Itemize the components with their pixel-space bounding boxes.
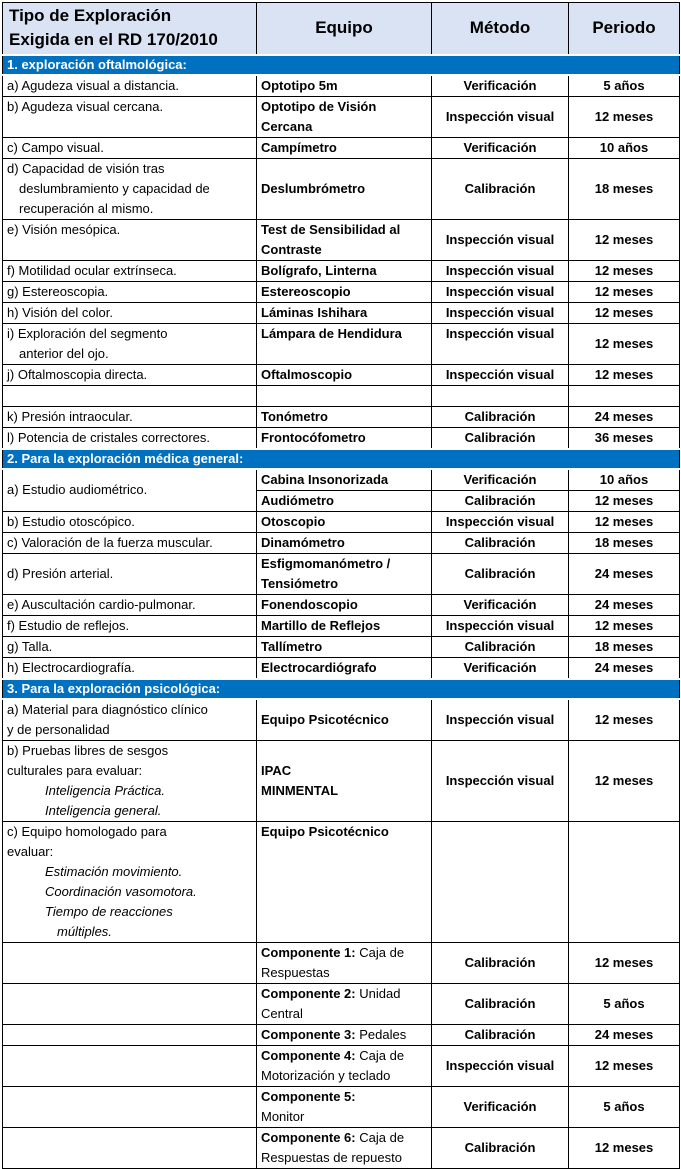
table-row	[3, 96, 680, 137]
table-row	[3, 1127, 680, 1168]
tipo-cell: a) Agudeza visual a distancia.	[3, 75, 257, 97]
empty-cell	[569, 821, 680, 942]
table-row	[3, 281, 680, 302]
periodo-cell: 12 meses	[569, 260, 680, 281]
equipo-cell: Frontocófometro	[257, 427, 432, 449]
tipo-cell: j) Oftalmoscopia directa.	[3, 364, 257, 385]
metodo-cell: Calibración	[432, 553, 569, 594]
tipo-cell: c) Valoración de la fuerza muscular.	[3, 532, 257, 553]
periodo-cell: 5 años	[569, 75, 680, 97]
equipo-cell: Tallímetro	[257, 636, 432, 657]
equipo-cell: Campímetro	[257, 137, 432, 158]
periodo-cell: 12 meses	[569, 740, 680, 821]
metodo-cell: Verificación	[432, 469, 569, 491]
periodo-cell: 24 meses	[569, 406, 680, 427]
equipo-cell: IPAC MINMENTAL	[257, 740, 432, 821]
tipo-cell: h) Electrocardiografía.	[3, 657, 257, 679]
tipo-cell: a) Material para diagnóstico clínico y de personalidad	[3, 699, 257, 741]
section-title: 3. Para la exploración psicológica:	[3, 679, 680, 699]
periodo-cell: 24 meses	[569, 594, 680, 615]
table-header-row	[3, 3, 680, 55]
periodo-cell: 12 meses	[569, 364, 680, 385]
empty-cell	[432, 821, 569, 942]
table-row	[3, 469, 680, 491]
metodo-cell: Inspección visual	[432, 1045, 569, 1086]
table-row	[3, 219, 680, 260]
equipo-cell: Componente 5: Monitor	[257, 1086, 432, 1127]
equipo-cell: Componente 1: Caja de Respuestas	[257, 942, 432, 983]
table-row	[3, 532, 680, 553]
metodo-cell: Inspección visual	[432, 219, 569, 260]
metodo-cell: Verificación	[432, 1086, 569, 1127]
periodo-cell: 24 meses	[569, 553, 680, 594]
periodo-cell: 12 meses	[569, 490, 680, 511]
metodo-cell: Verificación	[432, 594, 569, 615]
metodo-cell: Inspección visual	[432, 260, 569, 281]
tipo-cell: b) Pruebas libres de sesgos culturales para evaluar: Inteligencia Práctica. Inteligencia general.	[3, 740, 257, 821]
periodo-cell: 12 meses	[569, 1045, 680, 1086]
equipo-cell: Estereoscopio	[257, 281, 432, 302]
empty-row	[3, 385, 680, 406]
tipo-cell: d) Presión arterial.	[3, 553, 257, 594]
tipo-cell: f) Estudio de reflejos.	[3, 615, 257, 636]
header-tipo: Tipo de Exploración Exigida en el RD 170/2010	[3, 3, 257, 55]
tipo-cell: a) Estudio audiométrico.	[3, 469, 257, 512]
equipo-cell: Oftalmoscopio	[257, 364, 432, 385]
header-equipo: Equipo	[257, 3, 432, 55]
section-title: 2. Para la exploración médica general:	[3, 449, 680, 469]
periodo-cell: 12 meses	[569, 302, 680, 323]
metodo-cell: Calibración	[432, 427, 569, 449]
metodo-cell: Calibración	[432, 490, 569, 511]
tipo-cell: c) Campo visual.	[3, 137, 257, 158]
table-row	[3, 1024, 680, 1045]
metodo-cell: Inspección visual	[432, 511, 569, 532]
periodo-cell: 18 meses	[569, 636, 680, 657]
equipo-cell: Láminas Ishihara	[257, 302, 432, 323]
metodo-cell: Inspección visual	[432, 96, 569, 137]
empty-cell	[569, 385, 680, 406]
empty-cell	[432, 385, 569, 406]
table-row	[3, 137, 680, 158]
empty-cell	[3, 385, 257, 406]
tipo-cell: h) Visión del color.	[3, 302, 257, 323]
metodo-cell: Inspección visual	[432, 615, 569, 636]
empty-cell	[3, 1024, 257, 1045]
equipo-cell: Optotipo 5m	[257, 75, 432, 97]
periodo-cell: 24 meses	[569, 657, 680, 679]
equipo-cell: Tonómetro	[257, 406, 432, 427]
equipo-cell: Equipo Psicotécnico	[257, 821, 432, 942]
table-row	[3, 942, 680, 983]
metodo-cell: Inspección visual	[432, 699, 569, 741]
table-row	[3, 511, 680, 532]
periodo-cell: 5 años	[569, 983, 680, 1024]
table-row	[3, 821, 680, 942]
tipo-cell: e) Visión mesópica.	[3, 219, 257, 260]
table-row	[3, 302, 680, 323]
table-row	[3, 740, 680, 821]
table-row	[3, 594, 680, 615]
metodo-cell: Inspección visual	[432, 364, 569, 385]
periodo-cell: 10 años	[569, 469, 680, 491]
empty-cell	[3, 1045, 257, 1086]
empty-cell	[3, 1127, 257, 1168]
empty-cell	[257, 385, 432, 406]
equipo-cell: Deslumbrómetro	[257, 158, 432, 219]
equipo-cell: Equipo Psicotécnico	[257, 699, 432, 741]
table-row	[3, 158, 680, 219]
periodo-cell: 12 meses	[569, 219, 680, 260]
metodo-cell: Verificación	[432, 657, 569, 679]
tipo-cell: b) Agudeza visual cercana.	[3, 96, 257, 137]
empty-cell	[3, 983, 257, 1024]
periodo-cell: 12 meses	[569, 1127, 680, 1168]
table-row	[3, 657, 680, 679]
table-row	[3, 983, 680, 1024]
equipo-cell: Esfigmomanómetro / Tensiómetro	[257, 553, 432, 594]
equipo-cell: Componente 4: Caja de Motorización y teclado	[257, 1045, 432, 1086]
tipo-cell: e) Auscultación cardio-pulmonar.	[3, 594, 257, 615]
tipo-cell: i) Exploración del segmento anterior del ojo.	[3, 323, 257, 364]
periodo-cell: 12 meses	[569, 323, 680, 364]
table-row	[3, 75, 680, 97]
equipo-cell: Martillo de Reflejos	[257, 615, 432, 636]
equipo-cell: Optotipo de Visión Cercana	[257, 96, 432, 137]
tipo-cell: k) Presión intraocular.	[3, 406, 257, 427]
table-row	[3, 406, 680, 427]
metodo-cell: Calibración	[432, 532, 569, 553]
periodo-cell: 10 años	[569, 137, 680, 158]
metodo-cell: Inspección visual	[432, 323, 569, 364]
tipo-cell: g) Estereoscopia.	[3, 281, 257, 302]
table-row	[3, 427, 680, 449]
section-row-2	[3, 449, 680, 469]
periodo-cell: 12 meses	[569, 942, 680, 983]
tipo-cell: d) Capacidad de visión tras deslumbramiento y capacidad de recuperación al mismo.	[3, 158, 257, 219]
periodo-cell: 12 meses	[569, 96, 680, 137]
equipo-cell: Electrocardiógrafo	[257, 657, 432, 679]
equipo-cell: Dinamómetro	[257, 532, 432, 553]
metodo-cell: Calibración	[432, 1127, 569, 1168]
periodo-cell: 5 años	[569, 1086, 680, 1127]
equipo-cell: Componente 2: Unidad Central	[257, 983, 432, 1024]
empty-cell	[3, 942, 257, 983]
tipo-cell: g) Talla.	[3, 636, 257, 657]
section-row-3	[3, 679, 680, 699]
metodo-cell: Calibración	[432, 1024, 569, 1045]
periodo-cell: 24 meses	[569, 1024, 680, 1045]
header-metodo: Método	[432, 3, 569, 55]
section-row-1	[3, 55, 680, 75]
equipo-cell: Audiómetro	[257, 490, 432, 511]
periodo-cell: 12 meses	[569, 699, 680, 741]
equipo-cell: Cabina Insonorizada	[257, 469, 432, 491]
table-row	[3, 699, 680, 741]
metodo-cell: Calibración	[432, 636, 569, 657]
empty-cell	[3, 1086, 257, 1127]
table-row	[3, 636, 680, 657]
equipo-cell: Bolígrafo, Linterna	[257, 260, 432, 281]
table-row	[3, 260, 680, 281]
metodo-cell: Inspección visual	[432, 281, 569, 302]
metodo-cell: Calibración	[432, 983, 569, 1024]
table-row	[3, 1086, 680, 1127]
metodo-cell: Inspección visual	[432, 302, 569, 323]
periodo-cell: 12 meses	[569, 615, 680, 636]
equipo-cell: Componente 6: Caja de Respuestas de repuesto	[257, 1127, 432, 1168]
periodo-cell: 18 meses	[569, 158, 680, 219]
periodo-cell: 12 meses	[569, 511, 680, 532]
table-row	[3, 615, 680, 636]
periodo-cell: 18 meses	[569, 532, 680, 553]
header-periodo: Periodo	[569, 3, 680, 55]
metodo-cell: Calibración	[432, 942, 569, 983]
tipo-cell: l) Potencia de cristales correctores.	[3, 427, 257, 449]
table-row	[3, 364, 680, 385]
periodo-cell: 12 meses	[569, 281, 680, 302]
exploration-equipment-table	[2, 2, 680, 1169]
tipo-cell: f) Motilidad ocular extrínseca.	[3, 260, 257, 281]
metodo-cell: Calibración	[432, 158, 569, 219]
equipo-cell: Test de Sensibilidad al Contraste	[257, 219, 432, 260]
tipo-cell: b) Estudio otoscópico.	[3, 511, 257, 532]
equipo-cell: Fonendoscopio	[257, 594, 432, 615]
table-row	[3, 553, 680, 594]
metodo-cell: Verificación	[432, 75, 569, 97]
metodo-cell: Verificación	[432, 137, 569, 158]
periodo-cell: 36 meses	[569, 427, 680, 449]
metodo-cell: Inspección visual	[432, 740, 569, 821]
equipo-cell: Lámpara de Hendidura	[257, 323, 432, 364]
table-row	[3, 323, 680, 364]
equipo-cell: Otoscopio	[257, 511, 432, 532]
table-row	[3, 1045, 680, 1086]
equipo-cell: Componente 3: Pedales	[257, 1024, 432, 1045]
section-title: 1. exploración oftalmológica:	[3, 55, 680, 75]
metodo-cell: Calibración	[432, 406, 569, 427]
tipo-cell: c) Equipo homologado para evaluar: Estimación movimiento. Coordinación vasomotora. Tiempo de reacciones múltiples.	[3, 821, 257, 942]
